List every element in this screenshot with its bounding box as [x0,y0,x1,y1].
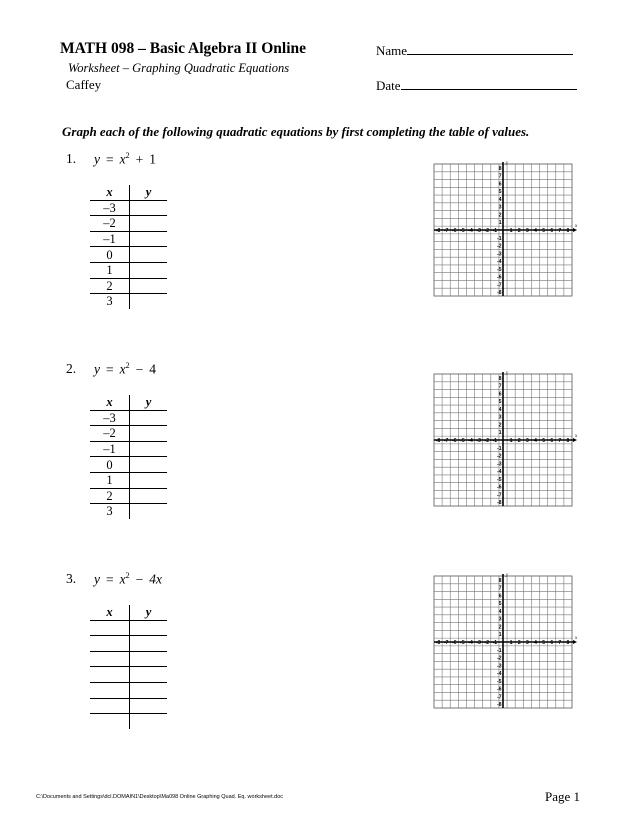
x-tick-label: -4 [468,640,473,646]
eq-base: x [119,361,126,377]
x-tick-label: -1 [492,640,498,646]
eq-exponent: 2 [125,151,130,160]
y-tick-label: 2 [498,624,502,631]
y-answer-cell[interactable] [130,441,168,457]
x-tick-label: 5 [542,228,545,234]
y-tick-label: 7 [498,585,502,592]
x-tick-label: -7 [443,438,449,444]
y-tick-label: -2 [497,453,502,460]
x-tick-label: 8 [566,640,570,646]
x-tick-label: -4 [468,228,473,234]
x-tick-label: -7 [443,228,449,234]
x-tick-label: 5 [542,438,545,444]
x-header: x [90,395,130,410]
x-value: –3 [90,200,130,216]
eq-exponent: 2 [125,361,130,370]
y-answer-cell[interactable] [130,457,168,473]
x-answer-cell[interactable] [90,714,130,729]
x-value: 2 [90,278,130,294]
y-tick-label: 8 [498,577,502,584]
file-path: C:\Documents and Settings\dcl.DOMAIN1\Desktop\Ma098 Online Graphing Quad. Eq. worksheet.doc [36,794,284,800]
y-tick-label: -6 [497,686,502,693]
author-name: Caffey [66,77,102,92]
eq-equals: = [106,571,114,587]
y-tick-label: -2 [497,243,502,250]
y-answer-cell[interactable] [130,714,168,729]
y-tick-label: 6 [498,181,502,188]
x-header: x [90,185,130,200]
x-value: 0 [90,247,130,263]
y-tick-label: 4 [498,196,502,203]
x-tick-label: 4 [534,438,537,444]
problem-3-table [90,605,167,729]
y-tick-label: 5 [498,399,502,406]
x-tick-label: -5 [460,438,465,444]
x-tick-label: 7 [558,438,562,444]
x-value: 1 [90,472,130,488]
x-tick-label: 3 [525,640,529,646]
x-value: –1 [90,231,130,247]
y-tick-label: -8 [497,500,502,507]
x-answer-cell[interactable] [90,682,130,698]
x-answer-cell[interactable] [90,620,130,636]
x-tick-label: -2 [484,640,489,646]
eq-term: 1 [149,151,156,167]
problem-2-number: 2. [66,361,77,376]
x-tick-label: -5 [460,228,465,234]
x-value: –3 [90,410,130,426]
y-tick-label: -7 [497,694,502,701]
y-tick-label: 4 [498,608,502,615]
x-tick-label: 8 [566,228,570,234]
problem-1-table [90,185,167,309]
y-tick-label: 5 [498,601,502,608]
x-tick-label: 6 [550,640,554,646]
y-answer-cell[interactable] [130,426,168,442]
x-tick-label: -2 [484,438,489,444]
eq-lhs: y [94,361,100,377]
eq-term: 4 [149,361,156,377]
y-tick-label: -2 [497,655,502,662]
y-answer-cell[interactable] [130,294,168,309]
eq-operator: + [135,151,144,167]
x-tick-label: 7 [558,640,562,646]
x-tick-label: 4 [534,640,537,646]
y-answer-cell[interactable] [130,278,168,294]
y-tick-label: -6 [497,484,502,491]
x-tick-label: 3 [525,438,529,444]
y-tick-label: -3 [497,461,502,468]
y-tick-label: 2 [498,422,502,429]
y-tick-label: 6 [498,391,502,398]
x-value: –2 [90,426,130,442]
x-tick-label: -1 [492,228,498,234]
y-answer-cell[interactable] [130,472,168,488]
y-tick-label: 4 [498,406,502,413]
x-tick-label: 1 [509,640,513,646]
x-tick-label: 6 [550,228,554,234]
x-value: 3 [90,294,130,309]
date-field[interactable] [376,78,577,94]
x-tick-label: 1 [509,438,513,444]
eq-base: x [119,571,126,587]
y-tick-label: 8 [498,375,502,382]
x-axis-label: x [575,434,578,439]
eq-term: 4x [149,571,162,587]
y-tick-label: 3 [498,414,502,421]
x-tick-label: -8 [435,640,441,646]
y-answer-cell[interactable] [130,262,168,278]
y-tick-label: -8 [497,290,502,297]
y-tick-label: 2 [498,212,502,219]
coordinate-grid-1[interactable] [430,160,580,302]
y-answer-cell[interactable] [130,488,168,504]
y-header: y [130,185,168,200]
x-tick-label: 6 [550,438,554,444]
x-tick-label: -3 [476,228,481,234]
y-answer-cell[interactable] [130,504,168,519]
y-tick-label: 3 [498,204,502,211]
y-answer-cell[interactable] [130,231,168,247]
y-axis-label: y [506,573,509,578]
y-tick-label: 1 [498,220,502,227]
y-answer-cell[interactable] [130,216,168,232]
y-tick-label: 5 [498,189,502,196]
x-tick-label: -7 [443,640,449,646]
y-axis-label: y [506,371,509,376]
x-tick-label: -6 [452,228,457,234]
x-tick-label: -6 [452,438,457,444]
x-answer-cell[interactable] [90,636,130,652]
x-tick-label: 2 [517,438,521,444]
y-answer-cell[interactable] [130,698,168,714]
coordinate-grid-3[interactable] [430,572,580,714]
x-tick-label: 5 [542,640,545,646]
y-answer-cell[interactable] [130,651,168,667]
y-tick-label: 6 [498,593,502,600]
y-tick-label: 1 [498,430,502,437]
y-tick-label: -1 [497,647,502,654]
x-tick-label: 2 [517,640,521,646]
x-tick-label: -1 [492,438,498,444]
worksheet-title: MATH 098 – Basic Algebra II Online [60,40,307,57]
y-header: y [130,395,168,410]
eq-operator: − [135,571,144,587]
y-tick-label: 7 [498,173,502,180]
eq-lhs: y [94,571,100,587]
problem-3-equation [94,571,162,588]
y-tick-label: -8 [497,702,502,709]
x-tick-label: 3 [525,228,529,234]
y-tick-label: -4 [497,469,502,476]
y-tick-label: 7 [498,383,502,390]
problem-1-equation [94,151,156,168]
y-header: y [130,605,168,620]
y-answer-cell[interactable] [130,667,168,683]
x-tick-label: -6 [452,640,457,646]
x-tick-label: -4 [468,438,473,444]
y-answer-cell[interactable] [130,682,168,698]
x-value: –1 [90,441,130,457]
y-tick-label: -3 [497,251,502,258]
problem-2-equation [94,361,156,378]
worksheet-subtitle: Worksheet – Graphing Quadratic Equations [68,61,290,75]
x-tick-label: -3 [476,640,481,646]
y-tick-label: -1 [497,235,502,242]
problem-1-number: 1. [66,151,77,166]
date-blank-line[interactable] [401,78,577,90]
x-answer-cell[interactable] [90,698,130,714]
x-tick-label: 1 [509,228,513,234]
y-tick-label: -7 [497,282,502,289]
x-value: 0 [90,457,130,473]
eq-operator: − [135,361,144,377]
x-axis-label: x [575,636,578,641]
y-tick-label: -1 [497,445,502,452]
y-tick-label: 1 [498,632,502,639]
name-blank-line[interactable] [407,43,573,55]
eq-equals: = [106,361,114,377]
y-answer-cell[interactable] [130,410,168,426]
x-tick-label: 7 [558,228,562,234]
x-value: 1 [90,262,130,278]
problem-3-number: 3. [66,571,77,586]
name-label: Name [376,43,408,58]
y-tick-label: -5 [497,678,502,685]
x-value: 3 [90,504,130,519]
x-tick-label: 8 [566,438,570,444]
x-tick-label: -3 [476,438,481,444]
problem-2-table [90,395,167,519]
y-tick-label: -5 [497,266,502,273]
y-tick-label: 3 [498,616,502,623]
x-tick-label: -5 [460,640,465,646]
x-answer-cell[interactable] [90,667,130,683]
y-tick-label: -5 [497,476,502,483]
x-value: 2 [90,488,130,504]
x-tick-label: -8 [435,228,441,234]
y-tick-label: -6 [497,274,502,281]
x-axis-label: x [575,224,578,229]
x-tick-label: -2 [484,228,489,234]
name-field[interactable] [376,43,573,59]
page-number: Page 1 [545,789,581,804]
eq-lhs: y [94,151,100,167]
y-answer-cell[interactable] [130,200,168,216]
y-tick-label: -3 [497,663,502,670]
y-tick-label: -7 [497,492,502,499]
y-answer-cell[interactable] [130,620,168,636]
y-axis-label: y [506,161,509,166]
instructions: Graph each of the following quadratic equations by first completing the table of values. [62,124,530,139]
y-tick-label: 8 [498,165,502,172]
x-value: –2 [90,216,130,232]
y-answer-cell[interactable] [130,247,168,263]
x-tick-label: 2 [517,228,521,234]
x-tick-label: 4 [534,228,537,234]
y-tick-label: -4 [497,671,502,678]
x-answer-cell[interactable] [90,651,130,667]
eq-equals: = [106,151,114,167]
coordinate-grid-2[interactable] [430,370,580,512]
y-tick-label: -4 [497,259,502,266]
eq-base: x [119,151,126,167]
x-tick-label: -8 [435,438,441,444]
x-header: x [90,605,130,620]
y-answer-cell[interactable] [130,636,168,652]
date-label: Date [376,78,401,93]
eq-exponent: 2 [125,571,130,580]
